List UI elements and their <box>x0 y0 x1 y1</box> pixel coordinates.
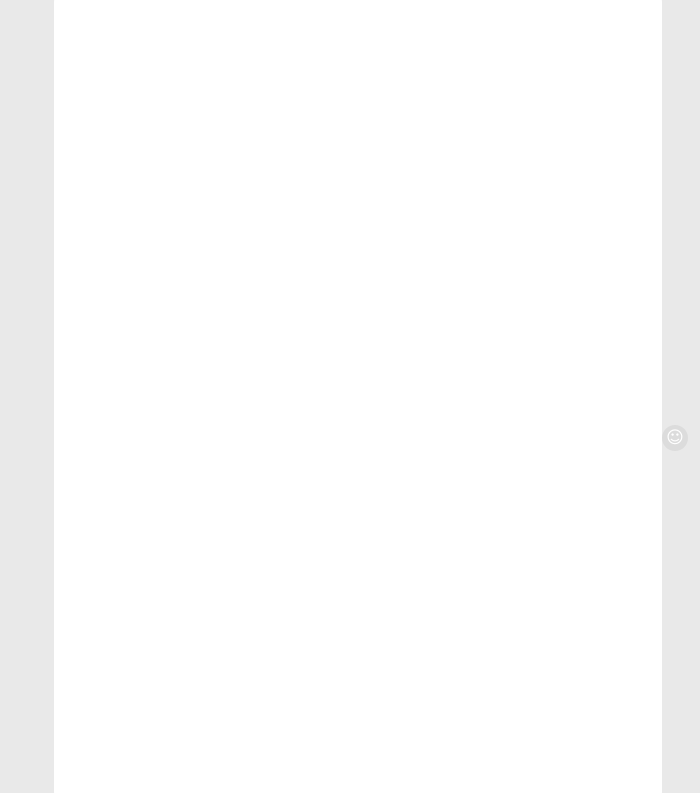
smiley-face-icon: ☺ <box>666 427 684 448</box>
message-bubble[interactable] <box>54 0 662 793</box>
emoji-reaction-button[interactable] <box>662 425 688 451</box>
